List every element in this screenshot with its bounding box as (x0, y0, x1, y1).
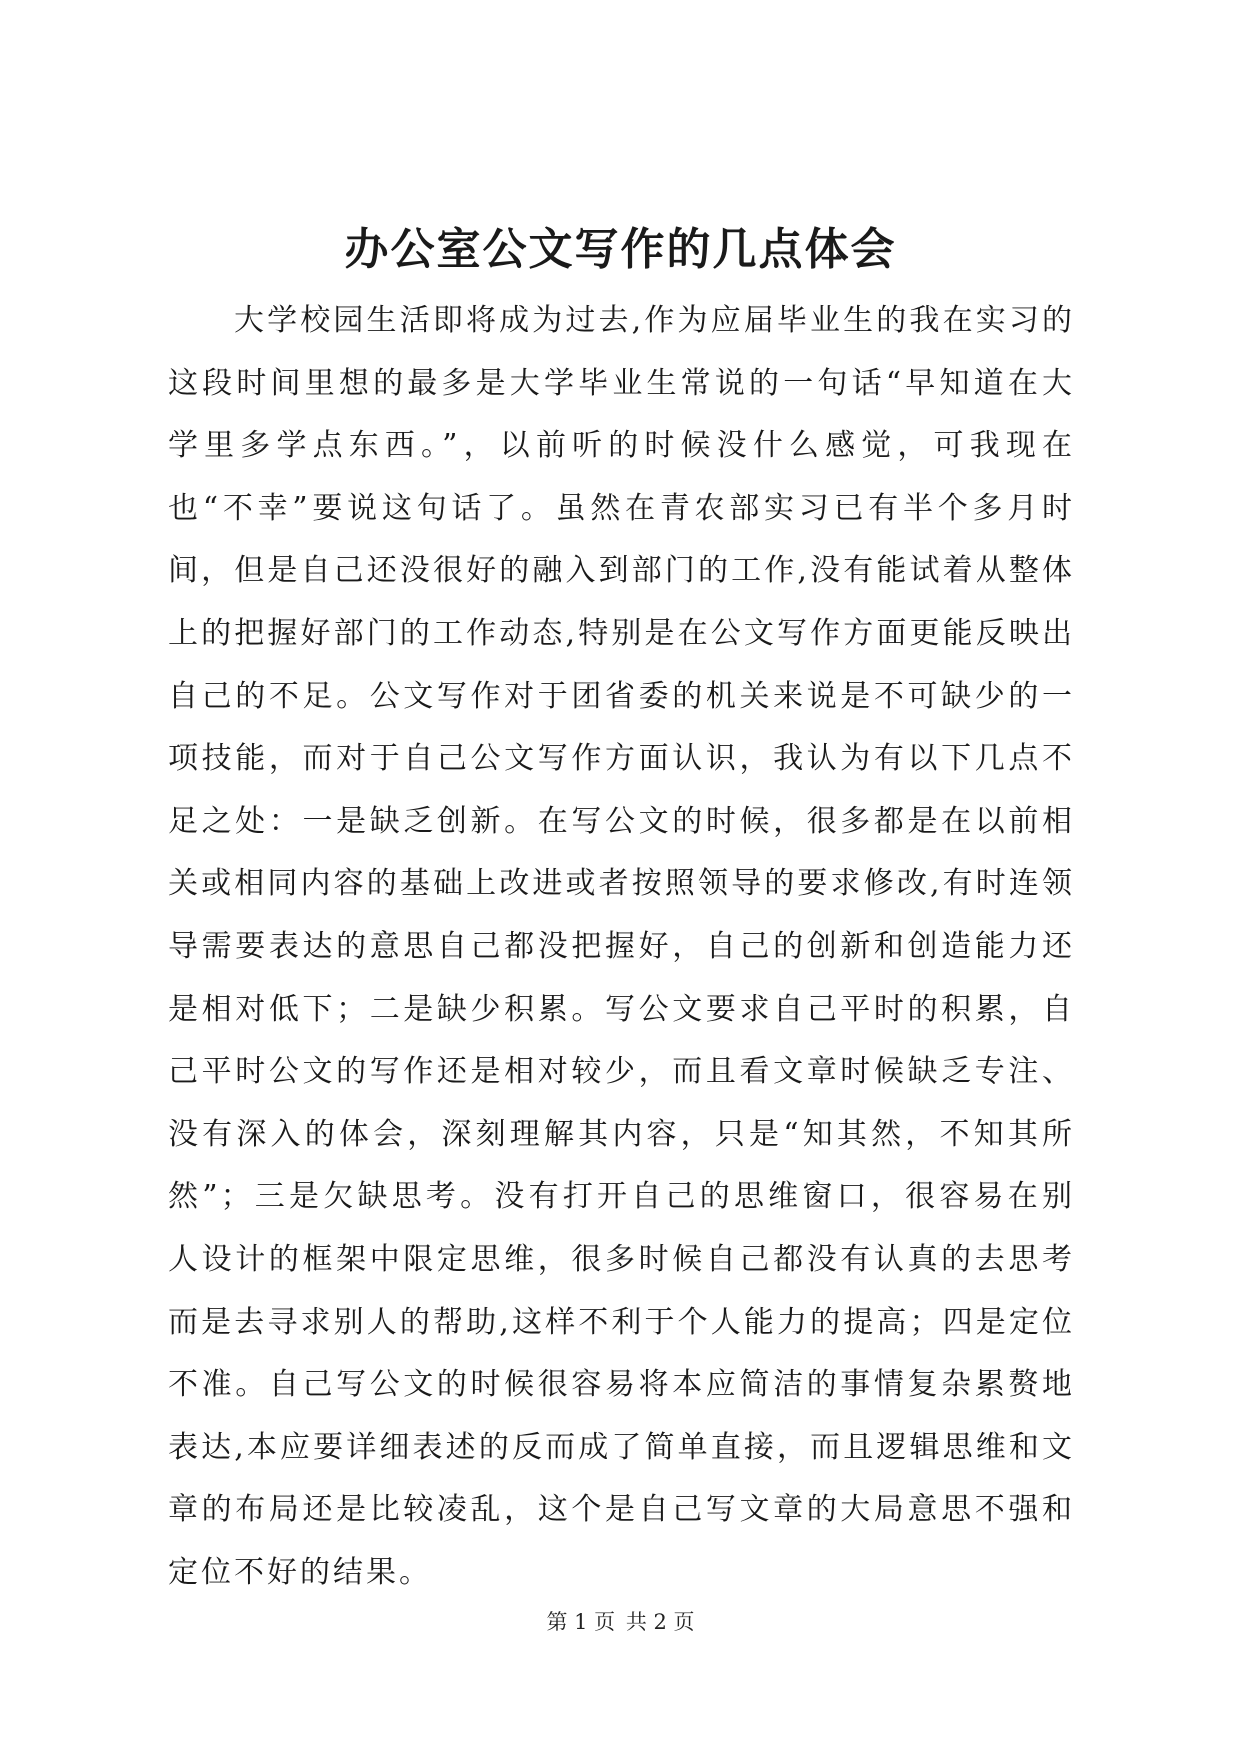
document-title: 办公室公文写作的几点体会 (344, 224, 897, 275)
page-number: 第 1 页 (546, 1610, 616, 1634)
page-total: 共 2 页 (625, 1610, 695, 1634)
body-paragraph: 大学校园生活即将成为过去,作为应届毕业生的我在实习的这段时间里想的最多是大学毕业生常说的一句话“早知道在大学里多学点东西。”，以前听的时候没什么感觉，可我现在也“不幸”要说这句话了。虽然在青农部实习已有半个多月时间，但是自己还没很好的融入到部门的工作,没有能试着从整体上的把握好部门的工作动态,特别是在公文写作方面更能反映出自己的不足。公文写作对于团省委的机关来说是不可缺少的一项技能，而对于自己公文写作方面认识，我认为有以下几点不足之处：一是缺乏创新。在写公文的时候，很多都是在以前相关或相同内容的基础上改进或者按照领导的要求修改,有时连领导需要表达的意思自己都没把握好，自己的创新和创造能力还是相对低下；二是缺少积累。写公文要求自己平时的积累，自己平时公文的写作还是相对较少，而且看文章时候缺乏专注、没有深入的体会，深刻理解其内容，只是“知其然，不知其所然”；三是欠缺思考。没有打开自己的思维窗口，很容易在别人设计的框架中限定思维，很多时候自己都没有认真的去思考而是去寻求别人的帮助,这样不利于个人能力的提高；四是定位不准。自己写公文的时候很容易将本应简洁的事情复杂累赘地表达,本应要详细表述的反而成了简单直接，而且逻辑思维和文章的布局还是比较凌乱，这个是自己写文章的大局意思不强和定位不好的结果。 (168, 303, 1075, 1590)
page-footer (0, 1608, 1241, 1636)
